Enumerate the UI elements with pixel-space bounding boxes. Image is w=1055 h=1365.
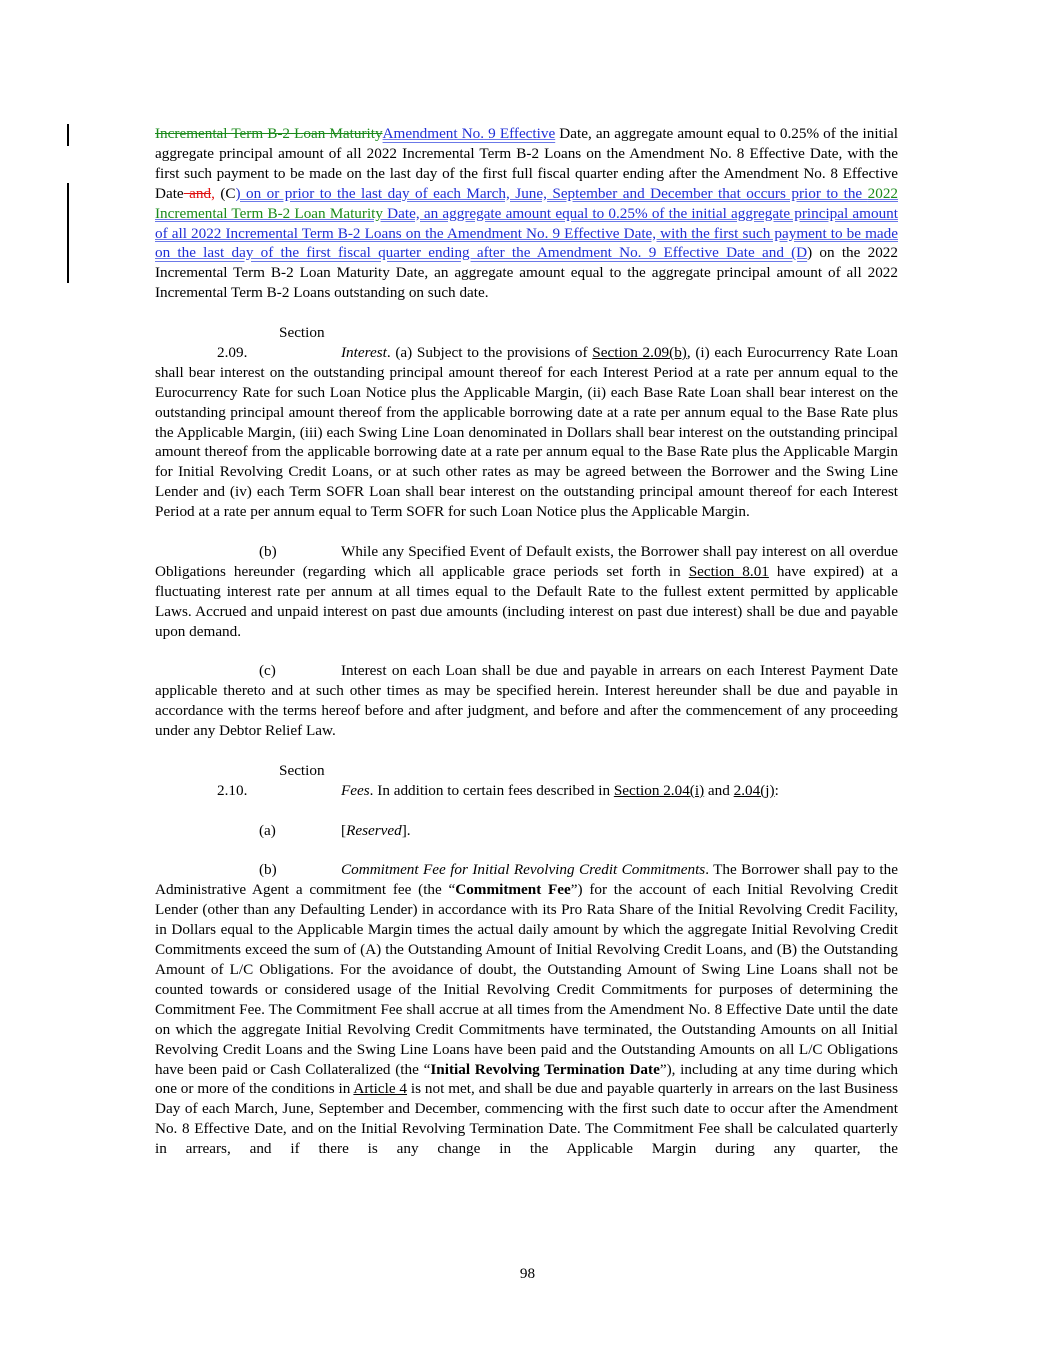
cross-reference: Section 8.01 <box>688 562 769 580</box>
defined-term: Initial Revolving Termination Date <box>430 1060 660 1078</box>
page-number: 98 <box>519 1265 536 1282</box>
inserted-text: Amendment No. 9 Effective <box>382 125 556 142</box>
defined-term: Commitment Fee <box>455 881 571 899</box>
clause-label: (b) <box>259 543 277 560</box>
cross-reference: Section 2.04(i) <box>613 781 705 799</box>
paragraph-2-10-a: (a) [Reserved]. <box>259 821 411 839</box>
section-title: Fees <box>341 781 370 799</box>
clause-label: (c) <box>259 662 276 680</box>
section-2-10: Section 2.10. Fees. In addition to certain fees described in Section 2.04(i) and 2.04(j): <box>217 761 779 799</box>
clause-label: (a) <box>259 821 276 839</box>
cross-reference: 2.04(j) <box>733 781 775 799</box>
document-page <box>155 124 898 1159</box>
change-bar-2 <box>67 183 69 283</box>
change-bar-1 <box>67 124 69 146</box>
section-number: Section 2.10. <box>217 761 325 799</box>
paragraph-2-09-c: (c) Interest on each Loan shall be due and payable in arrears on each Interest Payment Date applicable thereto and at such other times as may be specified herein. Interest hereunder shall be due and payable in accordance with the terms hereof before and after judgment, and before and after the commencement of any proceeding under any Debtor Relief Law. <box>155 662 898 740</box>
deleted-text: Incremental Term B-2 Loan Maturity <box>155 125 383 142</box>
inserted-text: , <box>211 184 215 202</box>
inserted-text: ) on or prior to the last day of each March, June, September and December that occurs prior to the <box>235 184 868 202</box>
clause-label: (b) <box>259 861 277 879</box>
section-title: Interest <box>341 343 387 361</box>
paragraph-2-09-b: (b) While any Specified Event of Default exists, the Borrower shall pay interest on all overdue Obligations hereunder (regarding which all applicable grace periods set forth in Section 8.01 have expired) at a fluctuating interest rate per annum at all times equal to the Default Rate to the fullest extent permitted by applicable Laws. Accrued and unpaid interest on past due amounts (including interest on past due interest) shall be due and payable upon demand. <box>155 543 898 640</box>
deleted-text: and <box>183 184 212 202</box>
clause-title: Commitment Fee for Initial Revolving Credit Commitments <box>341 861 706 879</box>
cross-reference: Article 4 <box>353 1080 408 1098</box>
paragraph-2-10-b: (b) Commitment Fee for Initial Revolving Credit Commitments. The Borrower shall pay to the Administrative Agent a commitment fee (the “Commitment Fee”) for the account of each Initial Revolving Credit Lender (other than any Defaulting Lender) in accordance with its Pro Rata Share of the Initial Revolving Credit Facility, in Dollars equal to the Applicable Margin times the actual daily amount by which the aggregate Initial Revolving Credit Commitments exceed the sum of (A) the Outstanding Amount of Initial Revolving Credit Loans, and (B) the Outstanding Amount of L/C Obligations. For the avoidance of doubt, the Outstanding Amount of Swing Line Loans shall not be counted towards or considered usage of the Initial Revolving Credit Commitments for purposes of determining the Commitment Fee. The Commitment Fee shall accrue at all times from the Amendment No. 8 Effective Date until the date on which the aggregate Initial Revolving Credit Commitments have terminated, the Outstanding Amounts on all Initial Revolving Credit Loans and the Swing Line Loans have been paid and the Outstanding Amounts on all L/C Obligations have been paid or Cash Collateralized (the “Initial Revolving Termination Date”), including at any time during which one or more of the conditions in Article 4 is not met, and shall be due and payable quarterly in arrears on the last Business Day of each March, June, September and December, commencing with the first such date to occur after the Amendment No. 8 Effective Date, and on the Initial Revolving Termination Date. The Commitment Fee shall be calculated quarterly in arrears, and if there is any change in the Applicable Margin during any quarter, the <box>155 861 899 1158</box>
cross-reference: Section 2.09(b) <box>592 343 687 361</box>
moved-text: 2022 Incremental Term B-2 Loan Maturity <box>155 184 898 222</box>
section-number: Section 2.09. <box>217 324 325 361</box>
inserted-text: Date, an aggregate amount equal to 0.25% of the initial aggregate principal amount of all 2022 Incremental Term B-2 Loans on the Amendment No. 9 Effective Date, with the first such payment to be made on the last day of the first fiscal quarter ending after the Amendment No. 9 Effective Date and (D <box>155 204 898 262</box>
section-2-09: Section 2.09. Interest. (a) Subject to the provisions of Section 2.09(b), (i) each Eurocurrency Rate Loan shall bear interest on the outstanding principal amount thereof for each Interest Period at a rate per annum equal to the Eurocurrency Rate for such Loan Notice plus the Applicable Margin, (ii) each Base Rate Loan shall bear interest on the outstanding principal amount thereof from the applicable borrowing date at a rate per annum equal to the Base Rate plus the Applicable Margin, (iii) each Swing Line Loan denominated in Dollars shall bear interest on the outstanding principal amount thereof from the applicable borrowing date at a rate per annum equal to the Base Rate plus the Applicable Margin for Initial Revolving Credit Loans, or at such other rates as may be agreed between the Borrower and the Swing Line Lender and (iv) each Term SOFR Loan shall bear interest on the outstanding principal amount thereof for each Interest Period at a rate per annum equal to Term SOFR for such Loan Notice plus the Applicable Margin. <box>155 324 898 521</box>
paragraph-amortization: Incremental Term B-2 Loan MaturityAmendment No. 9 Effective Date, an aggregate amount equal to 0.25% of the initial aggregate principal amount of all 2022 Incremental Term B-2 Loans on the Amendment No. 8 Effective Date, with the first such payment to be made on the last day of the first full fiscal quarter ending after the Amendment No. 8 Effective Date and, (C) on or prior to the last day of each March, June, September and December that occurs prior to the 2022 Incremental Term B-2 Loan Maturity Date, an aggregate amount equal to 0.25% of the initial aggregate principal amount of all 2022 Incremental Term B-2 Loans on the Amendment No. 9 Effective Date, with the first such payment to be made on the last day of the first fiscal quarter ending after the Amendment No. 9 Effective Date and (D) on the 2022 Incremental Term B-2 Loan Maturity Date, an aggregate amount equal to the aggregate principal amount of all 2022 Incremental Term B-2 Loans outstanding on such date. <box>155 125 898 302</box>
